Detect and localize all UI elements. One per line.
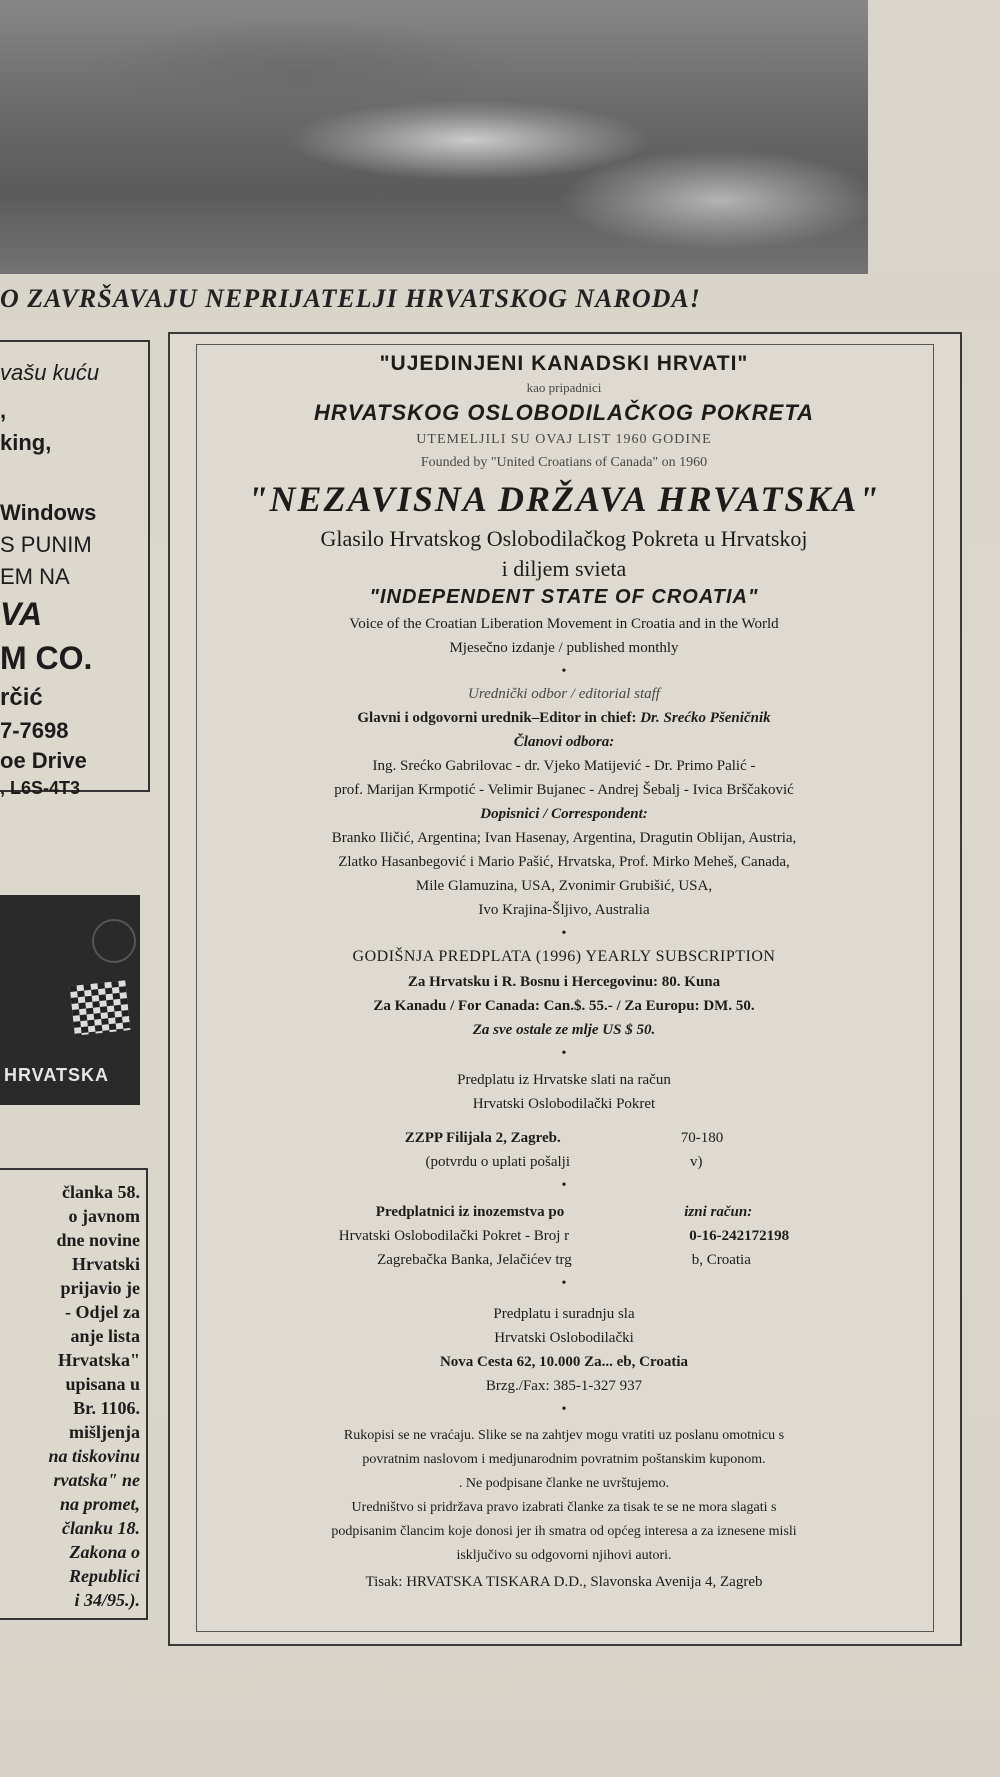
members-line-2: prof. Marijan Krmpotić - Velimir Bujanec - Andrej Šebalj - Ivica Brščaković bbox=[334, 782, 794, 798]
contact-fax: Brzg./Fax: 385-1-327 937 bbox=[485, 1378, 643, 1394]
legal-line: članku 18. bbox=[61, 1518, 140, 1538]
notes-line-5: podpisanim člancim koje donosi jer ih smatra od općeg interesa a za iznesene misli bbox=[331, 1524, 797, 1539]
notes-line-1: Rukopisi se ne vraćaju. Slike se na zahtjev mogu vratiti uz poslanu omotnicu s bbox=[343, 1428, 785, 1443]
payment-abroad-line-1 bbox=[196, 1204, 932, 1221]
contact-line-1: Predplatu i suradnju sla bbox=[493, 1306, 635, 1322]
payment-abroad-city: b, Croatia bbox=[691, 1252, 751, 1268]
editor-in-chief bbox=[196, 710, 932, 727]
ad-line: , bbox=[0, 398, 7, 423]
payment-hr-line-3 bbox=[196, 1130, 932, 1147]
payment-hr-note: (potvrdu o uplati pošalji bbox=[425, 1154, 571, 1170]
ad-line: VA bbox=[0, 596, 43, 632]
legal-line: mišljenja bbox=[69, 1422, 140, 1442]
checkerboard-icon bbox=[70, 980, 131, 1036]
subtitle-hr-1: Glasilo Hrvatskog Oslobodilačkog Pokreta u Hrvatskoj bbox=[320, 526, 808, 551]
masthead-title-hr: "NEZAVISNA DRŽAVA HRVATSKA" bbox=[247, 479, 881, 519]
legal-line: Republici bbox=[69, 1566, 140, 1586]
payment-abroad-number: 0-16-242172198 bbox=[689, 1228, 790, 1244]
legal-line: dne novine bbox=[56, 1230, 140, 1250]
ad-line: king, bbox=[0, 430, 52, 455]
ad-line: vašu kuću bbox=[0, 360, 100, 385]
payment-abroad-intro: Predplatnici iz inozemstva po bbox=[375, 1204, 565, 1220]
ad-line: EM NA bbox=[0, 564, 70, 589]
logo-label: HRVATSKA bbox=[4, 1065, 110, 1085]
ad-line: S PUNIM bbox=[0, 532, 92, 557]
notes-line-6: isključivo su odgovorni njihovi autori. bbox=[456, 1548, 672, 1563]
payment-hr-line-2: Hrvatski Oslobodilački Pokret bbox=[472, 1096, 656, 1112]
notes-line-4: Uredništvo si pridržava pravo izabrati članke za tisak te se ne mora slagati s bbox=[351, 1500, 777, 1515]
hrvatska-logo bbox=[0, 895, 140, 1105]
separator-dot: • bbox=[561, 926, 567, 941]
separator-dot: • bbox=[561, 1178, 567, 1193]
ad-line: rčić bbox=[0, 684, 43, 711]
payment-hr-note-end: v) bbox=[690, 1154, 703, 1170]
correspondents-line-3: Mile Glamuzina, USA, Zvonimir Grubišić, USA, bbox=[415, 878, 713, 894]
separator-dot: • bbox=[561, 1046, 567, 1061]
founded-en: Founded by "United Croatians of Canada" on 1960 bbox=[420, 455, 708, 470]
separator-dot: • bbox=[561, 1276, 567, 1291]
legal-line: na tiskovinu bbox=[48, 1446, 140, 1466]
photo-margin bbox=[868, 0, 1000, 274]
members-line-1: Ing. Srećko Gabrilovac - dr. Vjeko Matijević - Dr. Primo Palić - bbox=[372, 758, 756, 774]
ad-line: , L6S-4T3 bbox=[0, 778, 81, 798]
photo-caption: O ZAVRŠAVAJU NEPRIJATELJI HRVATSKOG NARODA! bbox=[0, 284, 701, 313]
legal-notice-box bbox=[0, 1168, 148, 1620]
legal-line: prijavio je bbox=[60, 1278, 140, 1298]
legal-line: Br. 1106. bbox=[73, 1398, 140, 1418]
subtitle-hr-2: i diljem svieta bbox=[501, 556, 627, 581]
legal-line: - Odjel za bbox=[65, 1302, 140, 1322]
frequency: Mjesečno izdanje / published monthly bbox=[449, 640, 679, 656]
legal-line: Hrvatska" bbox=[58, 1350, 140, 1370]
legal-line: na promet, bbox=[59, 1494, 140, 1514]
news-photo bbox=[0, 0, 868, 274]
legal-line: anje lista bbox=[70, 1326, 140, 1346]
legal-line: članka 58. bbox=[61, 1182, 140, 1202]
payment-abroad-line-2 bbox=[196, 1228, 932, 1245]
separator-dot: • bbox=[561, 1402, 567, 1417]
legal-line: rvatska" ne bbox=[53, 1470, 140, 1490]
payment-hr-account: 70-180 bbox=[680, 1130, 724, 1146]
circle-emblem-icon bbox=[92, 919, 136, 963]
movement-name: HRVATSKOG OSLOBODILAČKOG POKRETA bbox=[313, 400, 815, 425]
founded-hr: UTEMELJILI SU OVAJ LIST 1960 GODINE bbox=[416, 432, 712, 447]
legal-line: Zakona o bbox=[69, 1542, 140, 1562]
editor-name: Dr. Srećko Pšeničnik bbox=[640, 710, 771, 726]
subtitle-en: Voice of the Croatian Liberation Movement in Croatia and in the World bbox=[349, 616, 779, 632]
subscription-heading: GODIŠNJA PREDPLATA (1996) YEARLY SUBSCRIPTION bbox=[352, 948, 776, 965]
notes-line-2: povratnim naslovom i medjunarodnim povratnim poštanskim kuponom. bbox=[362, 1452, 766, 1467]
ad-line: Windows bbox=[0, 500, 97, 525]
org-name: "UJEDINJENI KANADSKI HRVATI" bbox=[379, 352, 749, 375]
members-label: Članovi odbora: bbox=[513, 734, 615, 750]
printer-credit: Tisak: HRVATSKA TISKARA D.D., Slavonska Avenija 4, Zagreb bbox=[365, 1574, 763, 1590]
payment-hr-line-1: Predplatu iz Hrvatske slati na račun bbox=[457, 1072, 671, 1088]
subscription-line-1: Za Hrvatsku i R. Bosnu i Hercegovinu: 80. Kuna bbox=[407, 974, 721, 990]
masthead-title-en: "INDEPENDENT STATE OF CROATIA" bbox=[369, 586, 759, 608]
staff-heading: Urednički odbor / editorial staff bbox=[468, 686, 660, 702]
ad-line: 7-7698 bbox=[0, 718, 69, 743]
correspondents-line-4: Ivo Krajina-Šljivo, Australia bbox=[478, 902, 650, 918]
contact-address: Nova Cesta 62, 10.000 Za... eb, Croatia bbox=[439, 1354, 689, 1370]
payment-abroad-bank: Zagrebačka Banka, Jelačićev trg bbox=[377, 1252, 572, 1268]
partial-ad-box bbox=[0, 340, 150, 798]
legal-line: upisana u bbox=[65, 1374, 140, 1394]
payment-hr-line-4 bbox=[196, 1154, 932, 1171]
correspondents-line-2: Zlatko Hasanbegović i Mario Pašić, Hrvatska, Prof. Mirko Meheš, Canada, bbox=[338, 854, 790, 870]
contact-line-2: Hrvatski Oslobodilački bbox=[494, 1330, 634, 1346]
subscription-line-3: Za sve ostale ze mlje US $ 50. bbox=[472, 1022, 656, 1038]
legal-line: o javnom bbox=[68, 1206, 140, 1226]
payment-abroad-line-3 bbox=[196, 1252, 932, 1269]
editor-label: Glavni i odgovorni urednik–Editor in chief: bbox=[357, 710, 637, 726]
ad-line: oe Drive bbox=[0, 748, 87, 773]
legal-line: i 34/95.). bbox=[74, 1590, 140, 1610]
payment-abroad-account-label: izni račun: bbox=[684, 1204, 753, 1220]
legal-line: Hrvatski bbox=[71, 1254, 140, 1274]
correspondents-label: Dopisnici / Correspondent: bbox=[480, 806, 648, 822]
payment-hr-bank: ZZPP Filijala 2, Zagreb. bbox=[404, 1130, 561, 1146]
member-of: kao pripadnici bbox=[526, 380, 602, 395]
ad-line: M CO. bbox=[0, 640, 93, 676]
notes-line-3: . Ne podpisane članke ne uvrštujemo. bbox=[458, 1476, 670, 1491]
separator-dot: • bbox=[561, 664, 567, 679]
payment-abroad-holder: Hrvatski Oslobodilački Pokret - Broj r bbox=[338, 1228, 570, 1244]
correspondents-line-1: Branko Iličić, Argentina; Ivan Hasenay, Argentina, Dragutin Oblijan, Austria, bbox=[331, 830, 797, 846]
subscription-line-2: Za Kanadu / For Canada: Can.$. 55.- / Za Europu: DM. 50. bbox=[373, 998, 755, 1014]
